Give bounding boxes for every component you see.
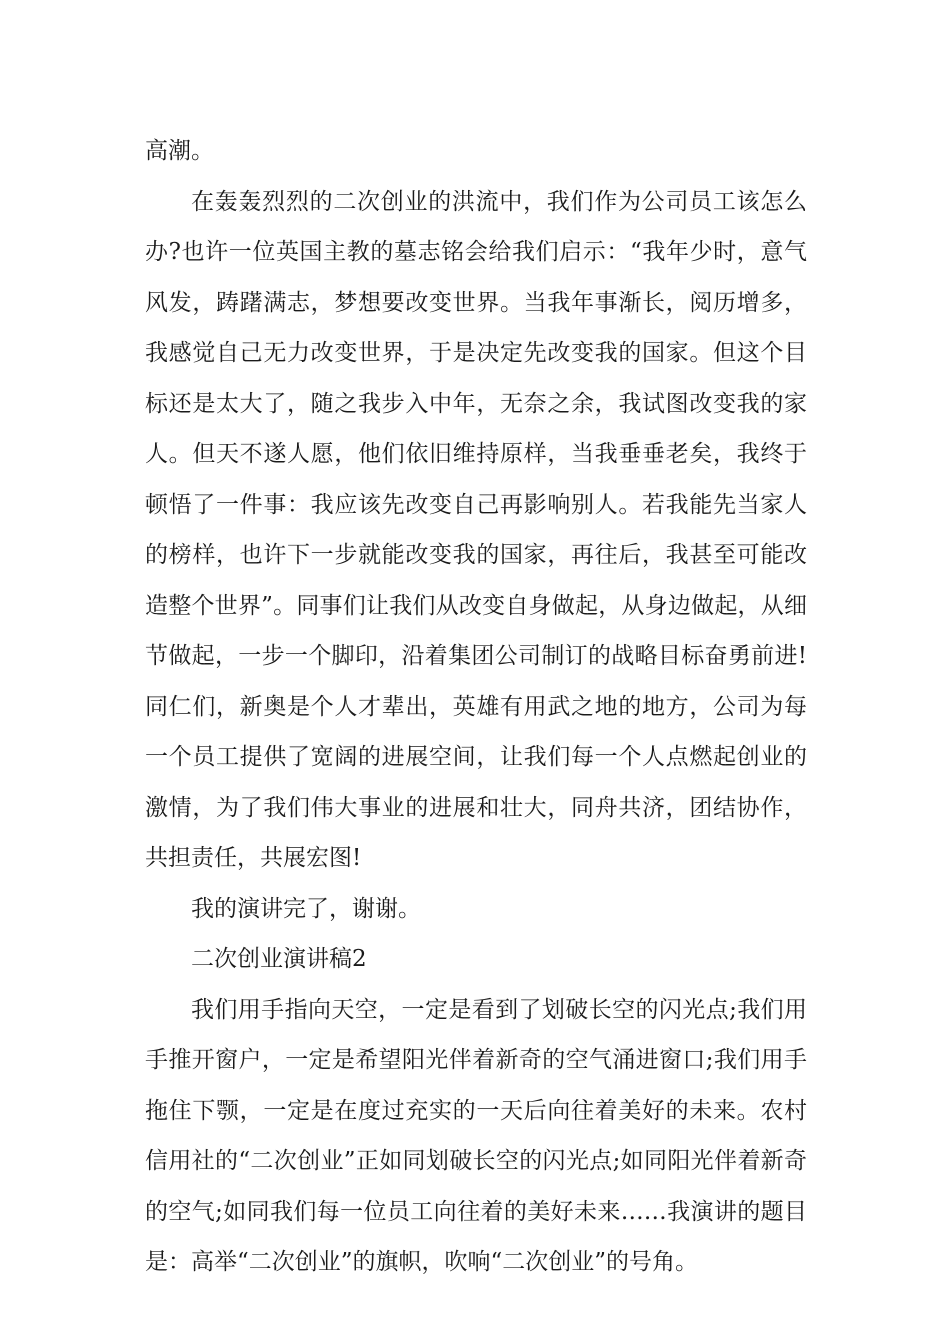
- section-heading: 二次创业演讲稿2: [191, 946, 367, 972]
- paragraph-continuation: 高潮。: [145, 138, 214, 164]
- paragraph-closing: 我的演讲完了，谢谢。: [191, 895, 421, 922]
- paragraph-speech-2-intro: 我们用手指向天空，一定是看到了划破长空的闪光点;我们用手推开窗户，一定是希望阳光伴着新奇的空气涌进窗口;我们用手拖住下颚，一定是在度过充实的一天后向往着美好的未来。农村信用社的“二次创业”正如同划破长空的闪光点;如同阳光伴着新奇的空气;如同我们每一位员工向往着的美好未来……我演讲的题目是：高举“二次创业”的旗帜，吹响“二次创业”的号角。: [145, 996, 807, 1275]
- document-body: [145, 126, 807, 1288]
- paragraph-epitaph: 在轰轰烈烈的二次创业的洪流中，我们作为公司员工该怎么办?也许一位英国主教的墓志铭会给我们启示：“我年少时，意气风发，踌躇满志，梦想要改变世界。当我年事渐长，阅历增多，我感觉自己无力改变世界，于是决定先改变我的国家。但这个目标还是太大了，随之我步入中年，无奈之余，我试图改变我的家人。但天不遂人愿，他们依旧维持原样，当我垂垂老矣，我终于顿悟了一件事：我应该先改变自己再影响别人。若我能先当家人的榜样，也许下一步就能改变我的国家，再往后，我甚至可能改造整个世界”。同事们让我们从改变自身做起，从身边做起，从细节做起，一步一个脚印，沿着集团公司制订的战略目标奋勇前进!同仁们，新奥是个人才辈出，英雄有用武之地的地方，公司为每一个员工提供了宽阔的进展空间，让我们每一个人点燃起创业的激情，为了我们伟大事业的进展和壮大，同舟共济，团结协作，共担责任，共展宏图!: [145, 188, 807, 871]
